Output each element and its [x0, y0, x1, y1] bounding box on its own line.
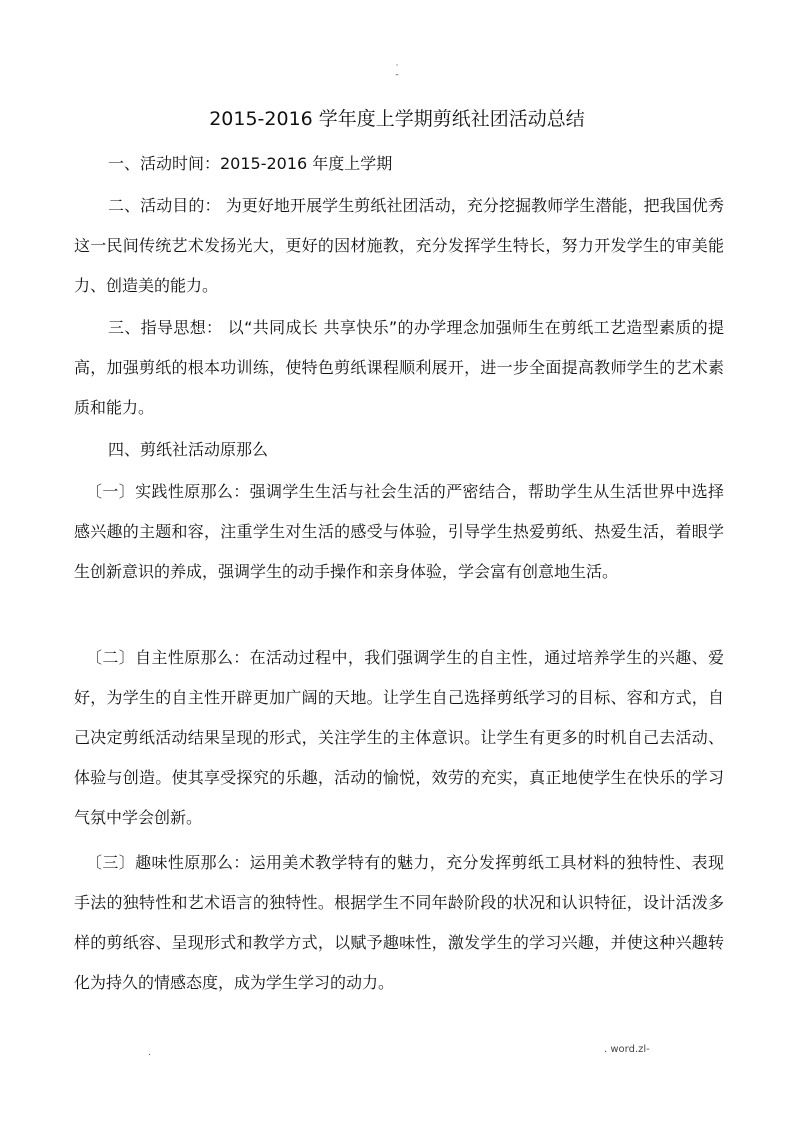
document-title: 2015-2016 学年度上学期剪纸社团活动总结: [209, 108, 585, 130]
header-mark: · -: [395, 61, 399, 80]
principle-2: 〔二〕自主性原那么：在活动过程中，我们强调学生的自主性，通过培养学生的兴趣、爱好，为学生的自主性开辟更加广阔的天地。让学生自己选择剪纸学习的目标、容和方式，自己决定剪纸活动结果呈现的形式，关注学生的主体意识。让学生有更多的时机自己去活动、体验与创造。使其享受探究的乐趣，活动的愉悦，效劳的充实，真正地使学生在快乐的学习气氛中学会创新。: [74, 648, 724, 827]
paragraph-guiding: [74, 308, 724, 428]
principle-3: 〔三〕趣味性原那么：运用美术教学特有的魅力，充分发挥剪纸工具材料的独特性、表现手法的独特性和艺术语言的独特性。根据学生不同年龄阶段的状况和认识特征，设计活泼多样的剪纸容、呈现形式和教学方式，以赋予趣味性，激发学生的学习兴趣，并使这种兴趣转化为持久的情感态度，成为学生学习的动力。: [74, 853, 724, 992]
paragraph-time: [74, 144, 724, 184]
paragraph-principle-1: [74, 472, 724, 592]
paragraph-purpose: [74, 186, 724, 306]
section-guiding: 三、指导思想： 以“共同成长 共享快乐”的办学理念加强师生在剪纸工艺造型素质的提高，加强剪纸的根本功训练，使特色剪纸课程顺利展开，进一步全面提高教师学生的艺术素质和能力。: [74, 318, 724, 417]
paragraph-principles-heading: [74, 430, 724, 470]
footer-right-mark: . word.zl-: [604, 1044, 650, 1055]
section-time: 一、活动时间：2015-2016 年度上学期: [108, 154, 393, 173]
section-purpose: 二、活动目的： 为更好地开展学生剪纸社团活动，充分挖掘教师学生潜能，把我国优秀这一民间传统艺术发扬光大，更好的因材施教，充分发挥学生特长，努力开发学生的审美能力、创造美的能力。: [74, 196, 724, 295]
paragraph-principle-3: [74, 843, 724, 1003]
footer-left-mark: .: [148, 1048, 151, 1058]
section-principles-heading: 四、剪纸社活动原那么: [108, 440, 269, 459]
principle-1: 〔一〕实践性原那么：强调学生生活与社会生活的严密结合，帮助学生从生活世界中选择感兴趣的主题和容，注重学生对生活的感受与体验，引导学生热爱剪纸、热爱生活，着眼学生创新意识的养成，强调学生的动手操作和亲身体验，学会富有创意地生活。: [74, 482, 724, 581]
paragraph-principle-2: [74, 638, 724, 838]
